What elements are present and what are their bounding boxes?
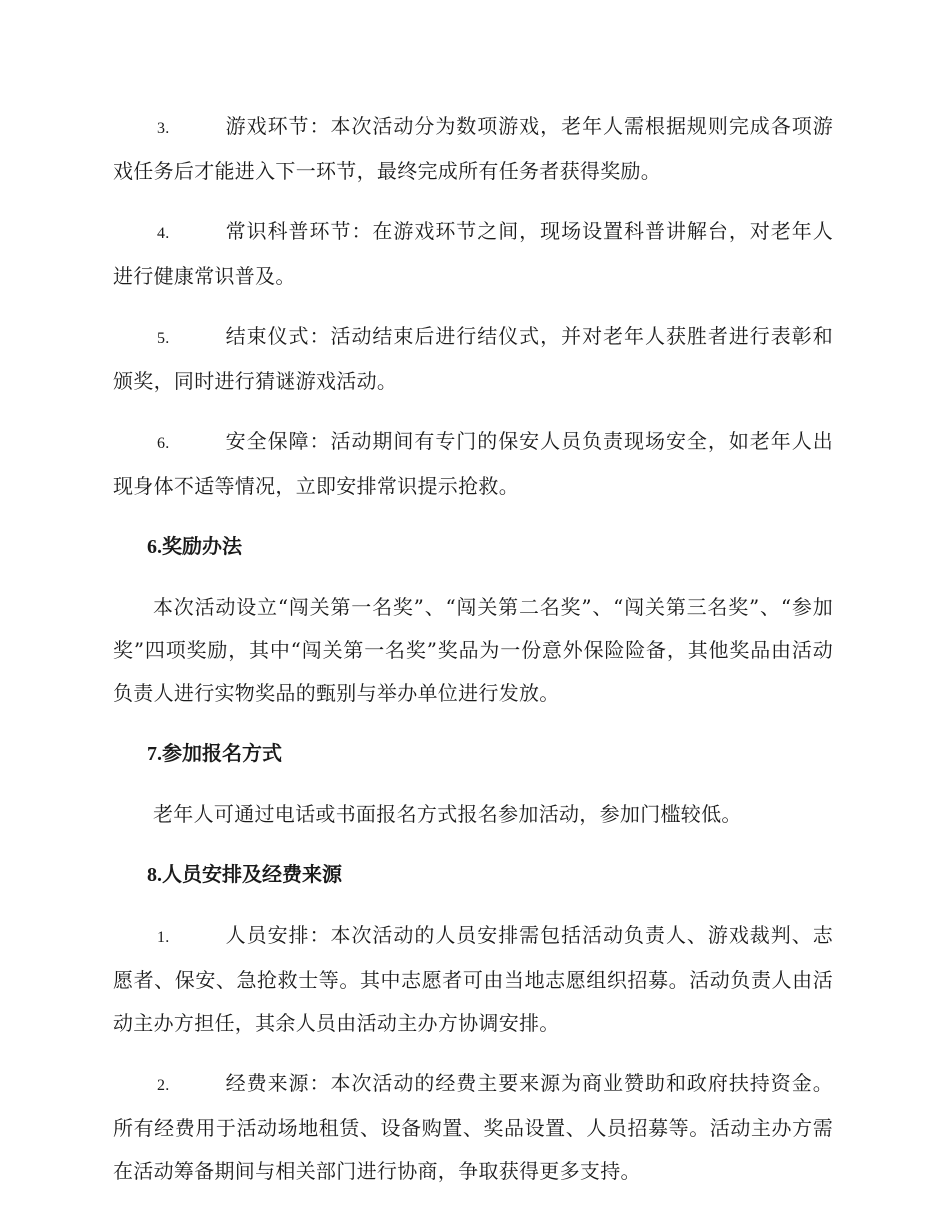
list-number: 2. [157,1077,170,1094]
list-item [113,420,833,508]
list-item [113,914,833,1045]
list-number: 5. [157,330,170,347]
section-heading-rewards [113,525,833,569]
heading-title: 人员安排及经费来源 [162,862,342,886]
document-body [113,105,833,1210]
heading-number: 8. [147,864,162,886]
registration-paragraph: 老年人可通过电话或书面报名方式报名参加活动，参加门槛较低。 [153,802,742,826]
list-text: 人员安排：本次活动的人员安排需包括活动负责人、游戏裁判、志愿者、保安、急抢救士等。其中志愿者可由当地志愿组织招募。活动负责人由活动主办方担任，其余人员由活动主办方协调安排。 [113,923,833,1035]
list-text: 安全保障：活动期间有专门的保安人员负责现场安全，如老年人出现身体不适等情况，立即安排常识提示抢救。 [113,429,833,498]
list-text: 经费来源：本次活动的经费主要来源为商业赞助和政府扶持资金。所有经费用于活动场地租赁、设备购置、奖品设置、人员招募等。活动主办方需在活动筹备期间与相关部门进行协商，争取获得更多支持。 [113,1071,833,1183]
heading-number: 7. [147,743,162,765]
list-item [113,1062,833,1193]
heading-title: 参加报名方式 [162,741,282,765]
list-text: 结束仪式：活动结束后进行结仪式，并对老年人获胜者进行表彰和颁奖，同时进行猜谜游戏活动。 [113,324,833,393]
rewards-paragraph: 本次活动设立“闯关第一名奖”、“闯关第二名奖”、“闯关第三名奖”、“参加奖”四项奖励，其中“闯关第一名奖”奖品为一份意外保险险备，其他奖品由活动负责人进行实物奖品的甄别与举办单位进行发放。 [113,595,833,705]
section-heading-registration [113,732,833,776]
section-heading-staffing-funding [113,853,833,897]
list-item [113,105,833,193]
list-item [113,315,833,403]
list-number: 4. [157,225,170,242]
heading-number: 6. [147,536,162,558]
list-text: 常识科普环节：在游戏环节之间，现场设置科普讲解台，对老年人进行健康常识普及。 [113,219,833,288]
list-number: 3. [157,120,170,137]
list-number: 1. [157,929,170,946]
heading-title: 奖励办法 [162,534,242,558]
list-text: 游戏环节：本次活动分为数项游戏，老年人需根据规则完成各项游戏任务后才能进入下一环节，最终完成所有任务者获得奖励。 [113,114,833,183]
list-item [113,210,833,298]
list-number: 6. [157,435,170,452]
